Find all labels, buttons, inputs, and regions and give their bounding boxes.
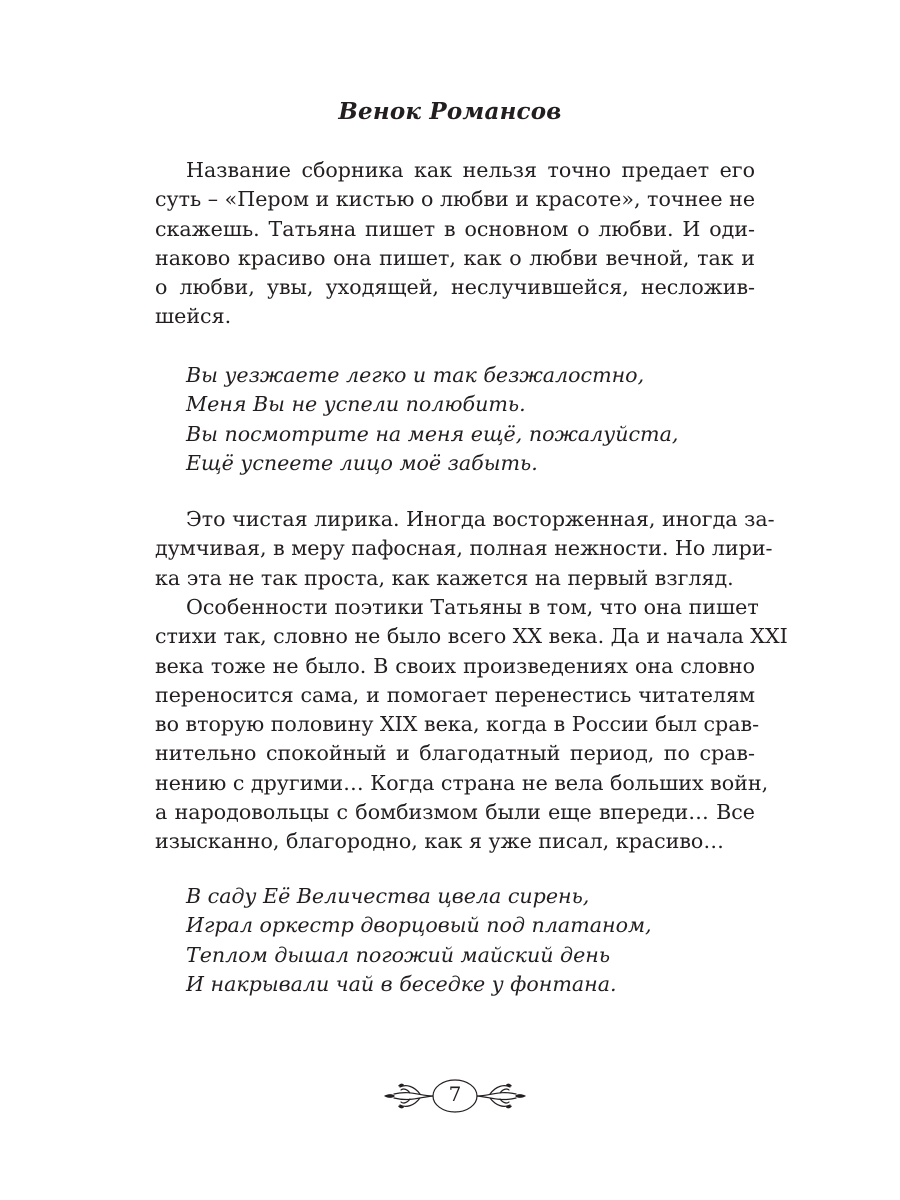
poem-line: Теплом дышал погожий майский день (186, 942, 611, 967)
text-line: думчивая, в меру пафосная, полная нежности. Но лири- (155, 536, 773, 561)
text-line: изысканно, благородно, как я уже писал, красиво… (155, 829, 724, 854)
page-number: 7 (448, 1082, 462, 1106)
poem-line: В саду Её Величества цвела сирень, (186, 884, 590, 908)
text-line: нительно спокойный и благодатный период, по срав- (155, 741, 755, 766)
poem-stanza-2 (186, 882, 652, 999)
text-line: а народовольцы с бомбизмом были еще впереди… Все (155, 800, 755, 825)
text-line: стихи так, словно не было всего XX века. Да и начала XXI (155, 624, 788, 649)
paragraph-2 (155, 505, 775, 593)
poem-line: Играл оркестр дворцовый под платаном, (186, 913, 652, 938)
poem-line: Меня Вы не успели полюбить. (186, 392, 526, 417)
running-header-title: Венок Романсов (338, 98, 562, 125)
text-line: суть – «Пером и кистью о любви и красоте», точнее не (155, 187, 756, 212)
poem-line: Вы посмотрите на меня ещё, пожалуйста, (186, 421, 679, 446)
text-line: Особенности поэтики Татьяны в том, что она пишет (186, 595, 759, 619)
text-line: шейся. (155, 304, 232, 329)
text-line: во вторую половину XIX века, когда в России был срав- (155, 712, 760, 737)
paragraph-3 (155, 593, 788, 857)
text-line: века тоже не было. В своих произведениях она словно (155, 653, 755, 678)
text-line: Название сборника как нельзя точно предает его (186, 158, 755, 182)
text-line: переносится сама, и помогает перенестись читателям (155, 682, 755, 707)
text-line: Это чистая лирика. Иногда восторженная, иногда за- (186, 507, 775, 531)
text-line: ка эта не так проста, как кажется на первый взгляд. (155, 565, 734, 590)
poem-line: Ещё успеете лицо моё забыть. (186, 450, 538, 475)
paragraph-1 (155, 156, 755, 332)
text-line: нению с другими… Когда страна не вела больших войн, (155, 770, 769, 795)
text-line: о любви, увы, уходящей, неслучившейся, несложив- (155, 275, 755, 300)
poem-stanza-1 (186, 361, 678, 478)
text-line: скажешь. Татьяна пишет в основном о любви. И оди- (155, 216, 755, 241)
poem-line: И накрывали чай в беседке у фонтана. (186, 971, 617, 996)
text-line: наково красиво она пишет, как о любви вечной, так и (155, 245, 755, 270)
poem-line: Вы уезжаете легко и так безжалостно, (186, 363, 645, 387)
